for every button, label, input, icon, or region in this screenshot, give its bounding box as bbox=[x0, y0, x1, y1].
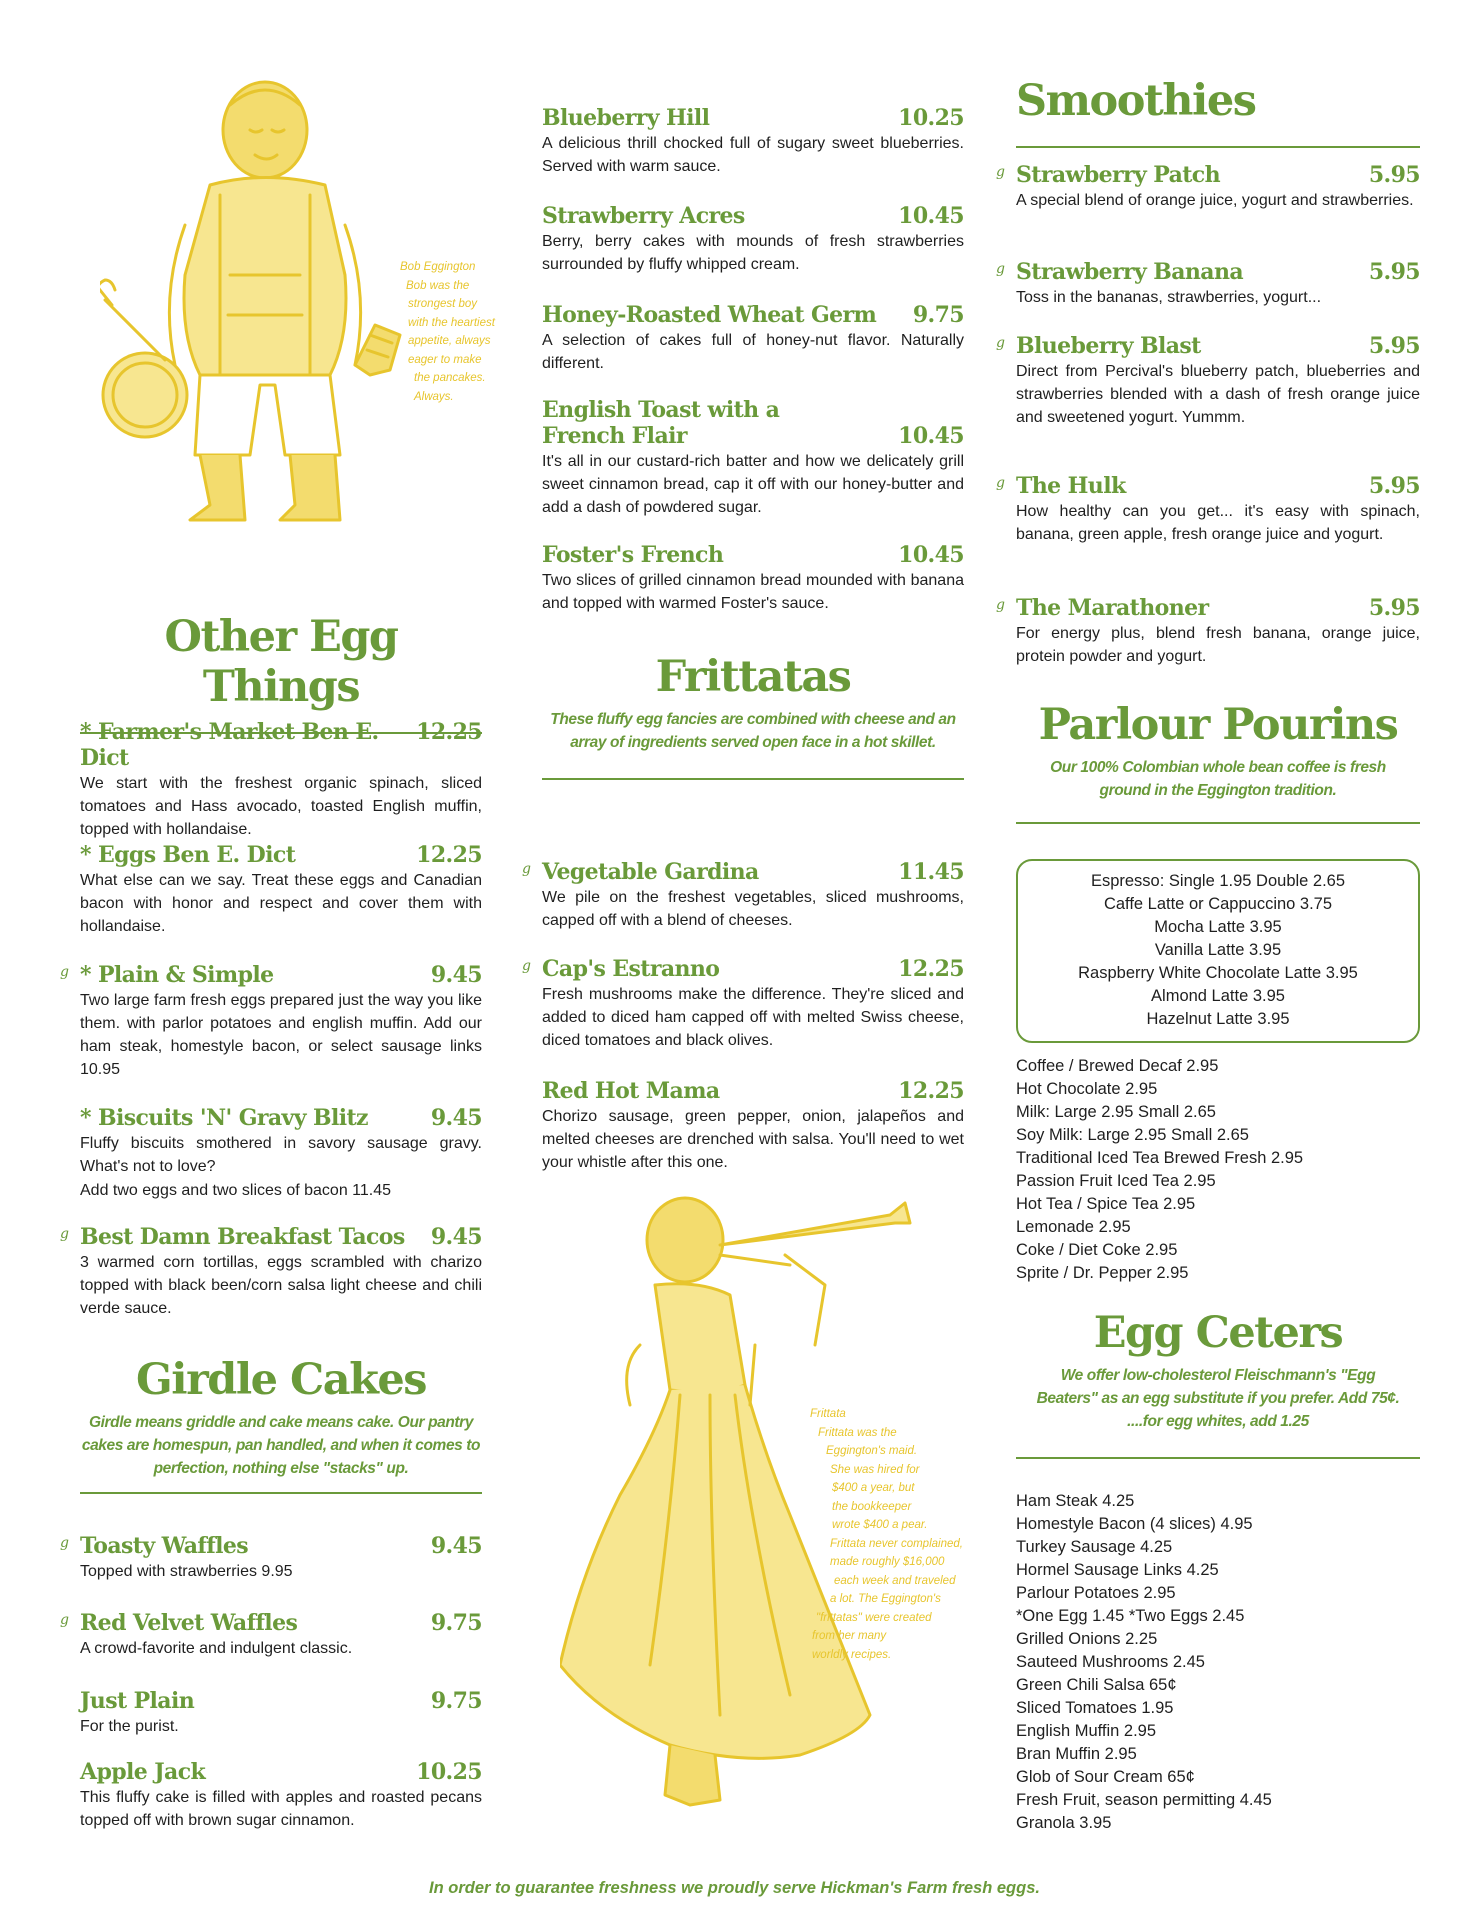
section-title: Frittatas bbox=[655, 652, 851, 702]
item-description: This fluffy cake is filled with apples and roasted pecans topped off with brown sugar cinnamon. bbox=[80, 1789, 482, 1829]
item-description: Chorizo sausage, green pepper, onion, jalapeños and melted cheeses are drenched with salsa. You'll need to wet your whistle after this one. bbox=[542, 1108, 964, 1171]
item-name: Honey-Roasted Wheat Germ bbox=[542, 302, 877, 328]
section-subtitle: Girdle means griddle and cake means cake. Our pantry cakes are homespun, pan handled, and when it comes to perfection, nothing else "stacks" up. bbox=[81, 1414, 481, 1477]
gluten-free-mark: g bbox=[522, 861, 531, 877]
item-name: Just Plain bbox=[80, 1688, 195, 1714]
menu-item bbox=[996, 595, 1420, 668]
item-description: Berry, berry cakes with mounds of fresh strawberries surrounded by fluffy whipped cream. bbox=[542, 233, 964, 273]
smoothies-section bbox=[1016, 76, 1420, 148]
section-divider bbox=[1016, 822, 1420, 824]
section-divider bbox=[1016, 146, 1420, 148]
menu-item bbox=[542, 302, 964, 375]
item-price: 9.45 bbox=[430, 962, 482, 988]
list-item: Parlour Potatoes 2.95 bbox=[1016, 1584, 1176, 1602]
coffee-line: Mocha Latte 3.95 bbox=[1154, 918, 1282, 936]
item-name: * Biscuits 'N' Gravy Blitz bbox=[80, 1105, 368, 1131]
item-price: 10.45 bbox=[898, 203, 964, 229]
item-price: 12.25 bbox=[898, 956, 964, 982]
item-price: 5.95 bbox=[1368, 473, 1420, 499]
menu-item bbox=[522, 956, 964, 1052]
list-item: Hot Tea / Spice Tea 2.95 bbox=[1016, 1195, 1196, 1213]
menu-item bbox=[80, 1759, 482, 1832]
gluten-free-mark: g bbox=[60, 1612, 69, 1628]
item-price: 12.25 bbox=[898, 1078, 964, 1104]
list-item: Sliced Tomatoes 1.95 bbox=[1016, 1699, 1174, 1717]
item-name: Blueberry Hill bbox=[542, 105, 710, 131]
item-price: 9.75 bbox=[430, 1610, 482, 1636]
item-price: 10.45 bbox=[898, 542, 964, 568]
parlour-pourins-section bbox=[1016, 700, 1420, 824]
menu-item bbox=[522, 859, 964, 932]
item-description: A delicious thrill chocked full of sugary sweet blueberries. Served with warm sauce. bbox=[542, 135, 964, 175]
menu-item bbox=[542, 203, 964, 276]
list-item: Granola 3.95 bbox=[1016, 1814, 1112, 1832]
item-name: Red Velvet Waffles bbox=[80, 1610, 298, 1636]
gluten-free-mark: g bbox=[60, 1226, 69, 1242]
item-name: Apple Jack bbox=[80, 1759, 206, 1785]
list-item: Homestyle Bacon (4 slices) 4.95 bbox=[1016, 1515, 1253, 1533]
list-item: Glob of Sour Cream 65¢ bbox=[1016, 1768, 1195, 1786]
menu-item bbox=[60, 1533, 482, 1583]
list-item: English Muffin 2.95 bbox=[1016, 1722, 1157, 1740]
menu-item bbox=[60, 1224, 482, 1320]
item-name: * Farmer's Market Ben E. Dict bbox=[80, 719, 379, 771]
menu-item bbox=[60, 1610, 482, 1660]
section-subtitle: Our 100% Colombian whole bean coffee is fresh ground in the Eggington tradition. bbox=[1050, 759, 1386, 799]
item-name: Vegetable Gardina bbox=[542, 859, 759, 885]
section-divider bbox=[542, 778, 964, 780]
list-item: Passion Fruit Iced Tea 2.95 bbox=[1016, 1172, 1216, 1190]
item-name: Strawberry Acres bbox=[542, 203, 745, 229]
item-name: Foster's French bbox=[542, 542, 724, 568]
item-price: 9.75 bbox=[430, 1688, 482, 1714]
item-description: For energy plus, blend fresh banana, orange juice, protein powder and yogurt. bbox=[1016, 625, 1420, 665]
item-price: 5.95 bbox=[1368, 333, 1420, 359]
menu-item bbox=[996, 259, 1420, 309]
item-name: The Hulk bbox=[1016, 473, 1126, 499]
list-item: Hot Chocolate 2.95 bbox=[1016, 1080, 1158, 1098]
menu-item bbox=[996, 333, 1420, 429]
gluten-free-mark: g bbox=[522, 958, 531, 974]
menu-item bbox=[80, 719, 482, 841]
coffee-line: Raspberry White Chocolate Latte 3.95 bbox=[1078, 964, 1358, 982]
menu-item bbox=[60, 962, 482, 1081]
menu-item bbox=[80, 1105, 482, 1202]
coffee-line: Hazelnut Latte 3.95 bbox=[1146, 1010, 1290, 1028]
item-description: Fluffy biscuits smothered in savory sausage gravy. What's not to love? bbox=[80, 1135, 482, 1175]
item-description: Topped with strawberries 9.95 bbox=[80, 1563, 293, 1580]
list-item: Fresh Fruit, season permitting 4.45 bbox=[1016, 1791, 1272, 1809]
list-item: Lemonade 2.95 bbox=[1016, 1218, 1131, 1236]
drinks-list bbox=[1016, 1055, 1420, 1285]
list-item: Ham Steak 4.25 bbox=[1016, 1492, 1135, 1510]
gluten-free-mark: g bbox=[996, 261, 1005, 277]
item-description: What else can we say. Treat these eggs and Canadian bacon with honor and respect and cover them with hollandaise. bbox=[80, 872, 482, 935]
item-name: Strawberry Patch bbox=[1016, 162, 1220, 188]
item-price: 5.95 bbox=[1368, 595, 1420, 621]
item-add-on: Add two eggs and two slices of bacon 11.45 bbox=[80, 1182, 392, 1199]
item-name: Cap's Estranno bbox=[542, 956, 720, 982]
list-item: Sauteed Mushrooms 2.45 bbox=[1016, 1653, 1205, 1671]
item-description: It's all in our custard-rich batter and how we delicately grill sweet cinnamon bread, cap it off with our honey-butter and add a dash of powdered sugar. bbox=[542, 453, 964, 516]
item-description: 3 warmed corn tortillas, eggs scrambled with charizo topped with black been/corn salsa light cheese and chili verde sauce. bbox=[80, 1254, 482, 1317]
item-price: 10.45 bbox=[898, 423, 964, 449]
item-price: 10.25 bbox=[416, 1759, 482, 1785]
girdle-cakes-section bbox=[80, 1355, 482, 1494]
section-title: Parlour Pourins bbox=[1038, 700, 1398, 750]
section-subtitle: We offer low-cholesterol Fleischmann's "Egg Beaters" as an egg substitute if you prefer. Add 75¢. ....for egg whites, add 1.25 bbox=[1036, 1367, 1400, 1430]
menu-item bbox=[80, 1688, 482, 1738]
item-name: * Eggs Ben E. Dict bbox=[80, 842, 296, 868]
item-description: A special blend of orange juice, yogurt and strawberries. bbox=[1016, 192, 1414, 209]
coffee-line: Caffe Latte or Cappuccino 3.75 bbox=[1103, 895, 1333, 913]
other-egg-things-section bbox=[80, 612, 482, 734]
item-name: Best Damn Breakfast Tacos bbox=[80, 1224, 405, 1250]
menu-item bbox=[542, 1078, 964, 1174]
item-description: We start with the freshest organic spinach, sliced tomatoes and Hass avocado, toasted English muffin, topped with hollandaise. bbox=[80, 775, 482, 838]
sides-list bbox=[1016, 1490, 1420, 1835]
item-description: Two slices of grilled cinnamon bread mounded with banana and topped with warmed Foster's sauce. bbox=[542, 572, 964, 612]
item-name: Blueberry Blast bbox=[1016, 333, 1201, 359]
item-price: 9.75 bbox=[912, 302, 964, 328]
menu-item bbox=[542, 542, 964, 615]
item-price: 9.45 bbox=[430, 1105, 482, 1131]
gluten-free-mark: g bbox=[996, 335, 1005, 351]
item-price: 11.45 bbox=[898, 859, 964, 885]
item-name: Strawberry Banana bbox=[1016, 259, 1243, 285]
section-title: Egg Ceters bbox=[1093, 1308, 1343, 1358]
list-item: Coffee / Brewed Decaf 2.95 bbox=[1016, 1057, 1219, 1075]
item-name: English Toast with a bbox=[542, 397, 780, 423]
footer-note: In order to guarantee freshness we proudly serve Hickman's Farm fresh eggs. bbox=[429, 1879, 1040, 1897]
section-divider bbox=[1016, 1457, 1420, 1459]
item-name-line2: French Flair bbox=[542, 423, 687, 449]
section-divider bbox=[80, 1492, 482, 1494]
coffee-line: Espresso: Single 1.95 Double 2.65 bbox=[1090, 872, 1346, 890]
list-item: Traditional Iced Tea Brewed Fresh 2.95 bbox=[1016, 1149, 1304, 1167]
item-price: 10.25 bbox=[898, 105, 964, 131]
gluten-free-mark: g bbox=[996, 164, 1005, 180]
item-price: 5.95 bbox=[1368, 259, 1420, 285]
section-title: Other Egg Things bbox=[164, 612, 398, 712]
list-item: Turkey Sausage 4.25 bbox=[1016, 1538, 1173, 1556]
item-price: 12.25 bbox=[416, 842, 482, 868]
gluten-free-mark: g bbox=[996, 597, 1005, 613]
item-description: Direct from Percival's blueberry patch, blueberries and strawberries blended with a dash of fresh orange juice and sweetened yogurt. Yummm. bbox=[1016, 363, 1420, 426]
menu-item bbox=[80, 842, 482, 938]
frittata-caption: Frittata Frittata was the Eggington's maid. She was hired for $400 a year, but the bookkeeper wrote $400 a pear. Frittata never complained, made roughly $16,000 each week and traveled a lot. The Eggington's "frittatas" were created from her many worldly recipes. bbox=[810, 1408, 963, 1661]
coffee-line: Vanilla Latte 3.95 bbox=[1154, 941, 1282, 959]
item-price: 9.45 bbox=[430, 1533, 482, 1559]
gluten-free-mark: g bbox=[996, 475, 1005, 491]
gluten-free-mark: g bbox=[60, 1535, 69, 1551]
coffee-line: Almond Latte 3.95 bbox=[1151, 987, 1285, 1005]
item-name: Toasty Waffles bbox=[80, 1533, 249, 1559]
item-description: A crowd-favorite and indulgent classic. bbox=[80, 1640, 353, 1657]
item-price: 5.95 bbox=[1368, 162, 1420, 188]
section-subtitle: These fluffy egg fancies are combined with cheese and an array of ingredients served open face in a hot skillet. bbox=[550, 711, 956, 751]
menu-item bbox=[542, 105, 964, 178]
bob-eggington-illustration bbox=[100, 75, 420, 575]
item-price: 12.25 bbox=[416, 719, 482, 745]
frittatas-section bbox=[542, 652, 964, 780]
list-item: Hormel Sausage Links 4.25 bbox=[1016, 1561, 1219, 1579]
egg-ceters-section bbox=[1016, 1308, 1420, 1459]
gluten-free-mark: g bbox=[60, 964, 69, 980]
menu-item bbox=[996, 162, 1420, 212]
list-item: Milk: Large 2.95 Small 2.65 bbox=[1016, 1103, 1216, 1121]
menu-item bbox=[542, 397, 964, 519]
item-name: * Plain & Simple bbox=[80, 962, 274, 988]
menu-item bbox=[996, 473, 1420, 546]
list-item: *One Egg 1.45 *Two Eggs 2.45 bbox=[1016, 1607, 1245, 1625]
item-price: 9.45 bbox=[430, 1224, 482, 1250]
coffee-box bbox=[1016, 859, 1420, 1043]
bob-caption: Bob Eggington Bob was the strongest boy with the heartiest appetite, always eager to make the pancakes. Always. bbox=[400, 261, 495, 403]
item-description: Two large farm fresh eggs prepared just the way you like them. with parlor potatoes and english muffin. Add our ham steak, homestyle bacon, or select sausage links 10.95 bbox=[80, 992, 482, 1078]
item-description: For the purist. bbox=[80, 1718, 179, 1735]
item-description: How healthy can you get... it's easy with spinach, banana, green apple, fresh orange juice and yogurt. bbox=[1016, 503, 1420, 543]
item-name: Red Hot Mama bbox=[542, 1078, 720, 1104]
item-description: Toss in the bananas, strawberries, yogurt... bbox=[1016, 289, 1322, 306]
list-item: Coke / Diet Coke 2.95 bbox=[1016, 1241, 1178, 1259]
list-item: Soy Milk: Large 2.95 Small 2.65 bbox=[1016, 1126, 1249, 1144]
section-title: Girdle Cakes bbox=[136, 1355, 426, 1405]
item-description: Fresh mushrooms make the difference. They're sliced and added to diced ham capped off with melted Swiss cheese, diced tomatoes and black olives. bbox=[542, 986, 964, 1049]
list-item: Green Chili Salsa 65¢ bbox=[1016, 1676, 1177, 1694]
section-title: Smoothies bbox=[1016, 76, 1256, 126]
item-description: We pile on the freshest vegetables, sliced mushrooms, capped off with a blend of cheeses. bbox=[542, 889, 964, 929]
list-item: Sprite / Dr. Pepper 2.95 bbox=[1016, 1264, 1189, 1282]
item-description: A selection of cakes full of honey-nut flavor. Naturally different. bbox=[542, 332, 964, 372]
list-item: Bran Muffin 2.95 bbox=[1016, 1745, 1137, 1763]
item-name: The Marathoner bbox=[1016, 595, 1209, 621]
list-item: Grilled Onions 2.25 bbox=[1016, 1630, 1158, 1648]
